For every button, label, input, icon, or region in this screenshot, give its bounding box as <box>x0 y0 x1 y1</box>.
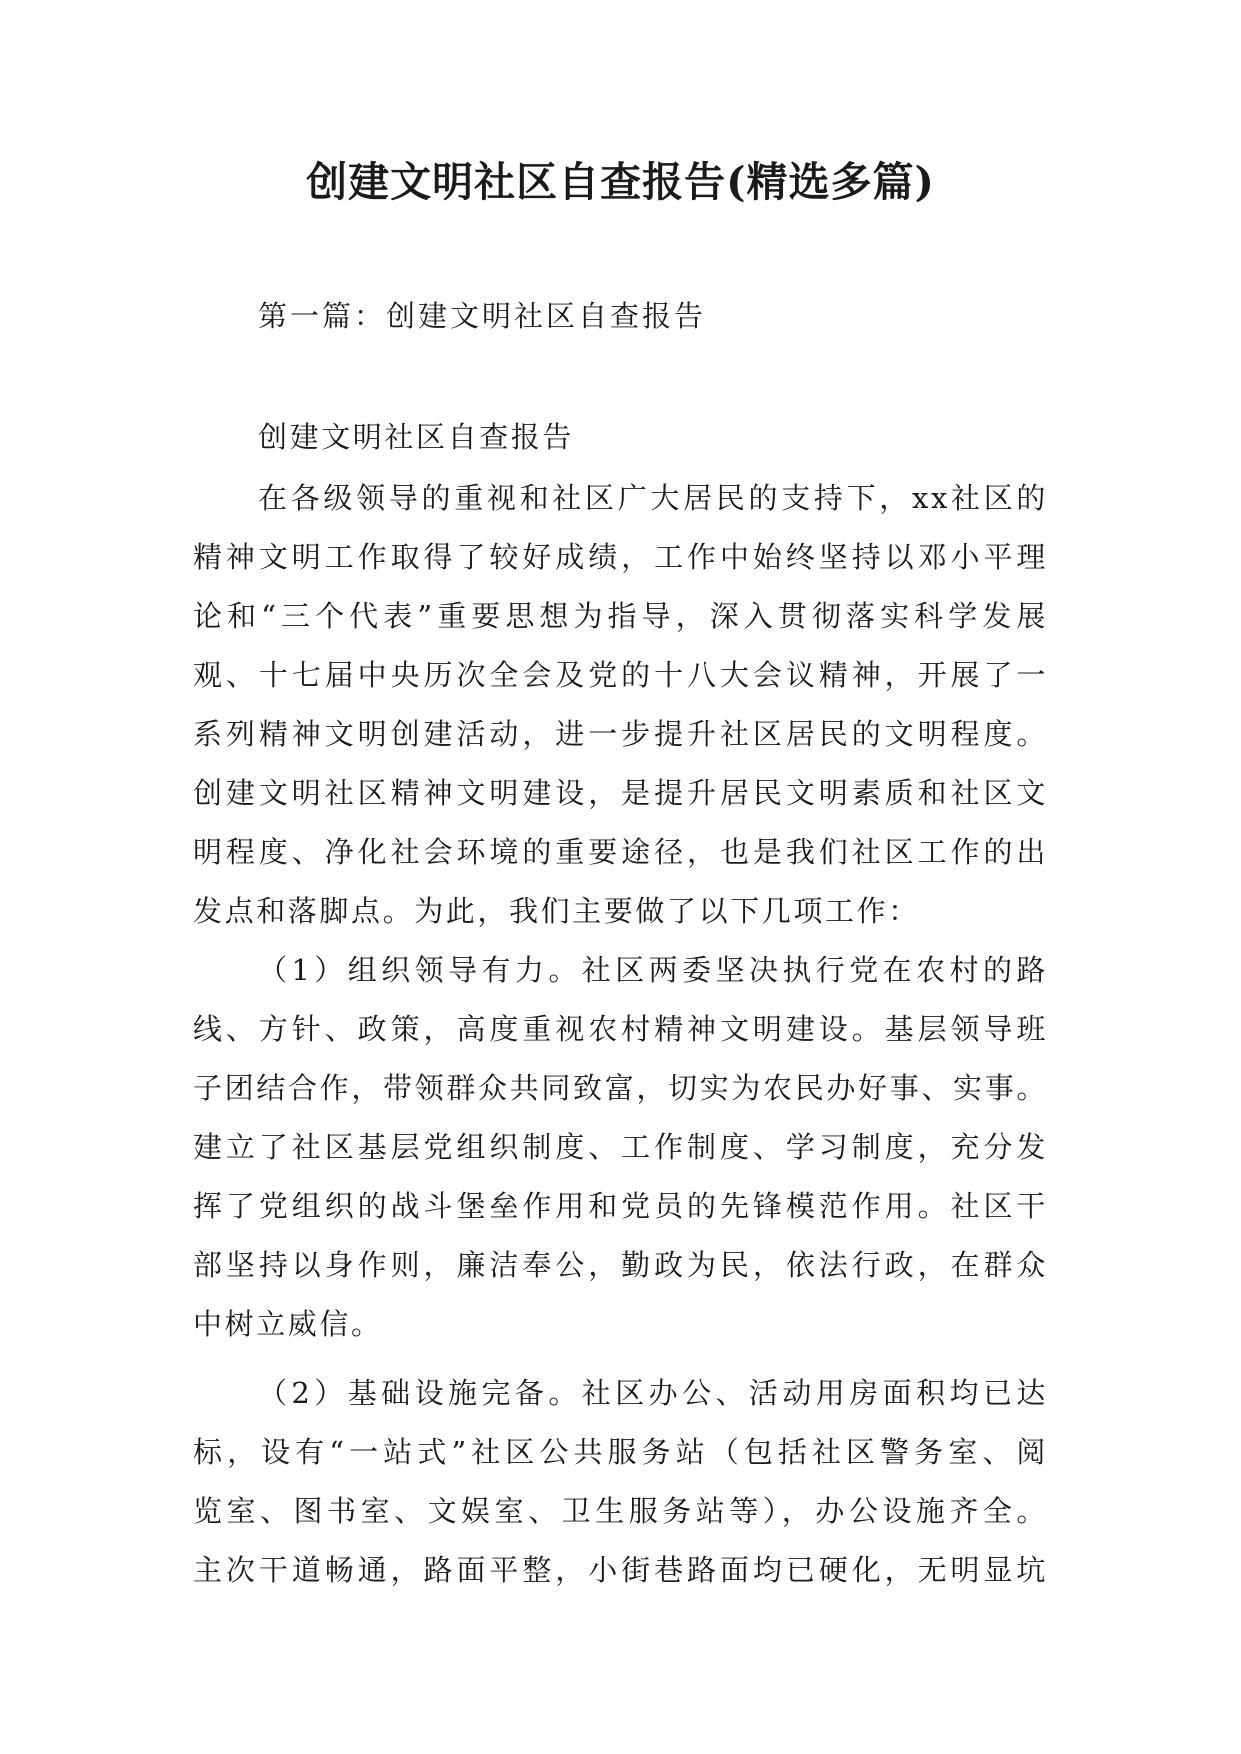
paragraph-spacer <box>193 1354 1048 1364</box>
paragraph-line: 精神文明工作取得了较好成绩，工作中始终坚持以邓小平理 <box>193 540 1048 574</box>
paragraph-intro <box>193 469 1048 941</box>
paragraph-item-1 <box>193 941 1048 1354</box>
paragraph-line: 发点和落脚点。为此，我们主要做了以下几项工作： <box>193 894 920 928</box>
paragraph-line: 明程度、净化社会环境的重要途径，也是我们社区工作的出 <box>193 835 1048 869</box>
paragraph-line: 创建文明社区精神文明建设，是提升居民文明素质和社区文 <box>193 776 1048 810</box>
document-title: 创建文明社区自查报告(精选多篇) <box>306 158 935 206</box>
paragraph-line: 部坚持以身作则，廉洁奉公，勤政为民，依法行政，在群众 <box>193 1248 1048 1282</box>
paragraph-line: （1）组织领导有力。社区两委坚决执行党在农村的路 <box>258 953 1048 987</box>
paragraph-item-2 <box>193 1364 1048 1600</box>
paragraph-line: 主次干道畅通，路面平整，小街巷路面均已硬化，无明显坑 <box>193 1553 1048 1587</box>
paragraph-line: 系列精神文明创建活动，进一步提升社区居民的文明程度。 <box>193 717 1048 751</box>
paragraph-line: 挥了党组织的战斗堡垒作用和党员的先锋模范作用。社区干 <box>193 1189 1048 1223</box>
section-heading: 第一篇：创建文明社区自查报告 <box>258 299 707 333</box>
paragraph-line: 线、方针、政策，高度重视农村精神文明建设。基层领导班 <box>193 1012 1048 1046</box>
paragraph-line: 标，设有“一站式”社区公共服务站（包括社区警务室、阅 <box>193 1435 1048 1469</box>
paragraph-line: 在各级领导的重视和社区广大居民的支持下，xx社区的 <box>258 481 1048 515</box>
paragraph-line: 建立了社区基层党组织制度、工作制度、学习制度，充分发 <box>193 1130 1048 1164</box>
paragraph-line: 子团结合作，带领群众共同致富，切实为农民办好事、实事。 <box>193 1071 1048 1105</box>
paragraph-line: 览室、图书室、文娱室、卫生服务站等），办公设施齐全。 <box>193 1494 1048 1528</box>
document-body <box>193 408 1048 1600</box>
paragraph-line: 论和“三个代表”重要思想为指导，深入贯彻落实科学发展 <box>193 599 1048 633</box>
paragraph-line: 中树立威信。 <box>193 1307 383 1341</box>
report-subtitle: 创建文明社区自查报告 <box>258 420 575 454</box>
paragraph-line: 观、十七届中央历次全会及党的十八大会议精神，开展了一 <box>193 658 1048 692</box>
paragraph-line: （2）基础设施完备。社区办公、活动用房面积均已达 <box>258 1376 1048 1410</box>
